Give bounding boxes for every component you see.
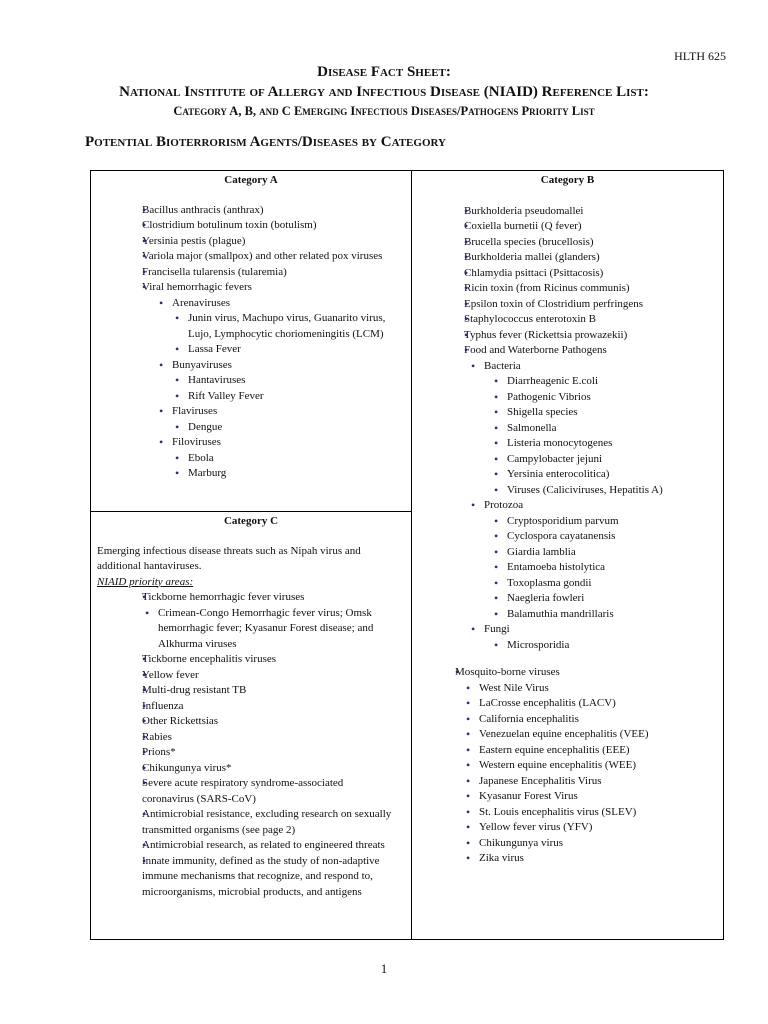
- table-border-top: [90, 170, 723, 171]
- tickborne-hf-label: Tickborne hemorrhagic fever viruses: [142, 591, 305, 603]
- food-waterborne-sublist: [464, 359, 704, 654]
- list-item: • Eastern equine encephalitis (EEE): [479, 743, 705, 759]
- list-item: • Epsilon toxin of Clostridium perfringens: [464, 297, 704, 313]
- list-item: • Lassa Fever: [188, 342, 392, 358]
- food-waterborne-label: Food and Waterborne Pathogens: [464, 344, 607, 356]
- list-item: • Listeria monocytogenes: [507, 436, 704, 452]
- list-item: • Yellow fever virus (YFV): [479, 820, 705, 836]
- list-item: [484, 622, 704, 653]
- flaviruses-label: Flaviruses: [172, 405, 218, 417]
- list-item: • Ricin toxin (from Ricinus communis): [464, 281, 704, 297]
- title-line-3: Category A, B, and C Emerging Infectious Diseases/Pathogens Priority List: [173, 104, 595, 118]
- category-a-heading: Category A: [224, 174, 278, 186]
- list-item: • Cryptosporidium parvum: [507, 514, 704, 530]
- bunyaviruses-list: [172, 373, 392, 404]
- list-item: • Naegleria fowleri: [507, 591, 704, 607]
- list-item: [464, 343, 704, 653]
- list-item: • St. Louis encephalitis virus (SLEV): [479, 805, 705, 821]
- list-item: • Salmonella: [507, 421, 704, 437]
- list-item: • Innate immunity, defined as the study of non-adaptive immune mechanisms that recognize, and respond to, microorganisms, microbial products, and antigens: [142, 854, 392, 901]
- page-number: 1: [380, 961, 388, 976]
- mosquito-label: Mosquito-borne viruses: [455, 666, 560, 678]
- list-item: • Antimicrobial research, as related to engineered threats: [142, 838, 392, 854]
- list-item: • Chlamydia psittaci (Psittacosis): [464, 266, 704, 282]
- list-item: • Junin virus, Machupo virus, Guanarito virus, Lujo, Lymphocytic choriomeningitis (LCM): [188, 311, 392, 342]
- list-item: • Other Rickettsias: [142, 714, 392, 730]
- list-item: • Francisella tularensis (tularemia): [142, 265, 392, 281]
- course-code: HLTH 625: [674, 49, 726, 63]
- flaviruses-list: [172, 420, 392, 436]
- list-item: [455, 665, 705, 867]
- list-item: • Ebola: [188, 451, 392, 467]
- list-item: • Crimean-Congo Hemorrhagic fever virus; Omsk hemorrhagic fever; Kyasanur Forest disease; and Alkhurma viruses: [158, 606, 392, 653]
- table-border-right: [723, 170, 724, 940]
- list-item: • Rabies: [142, 730, 392, 746]
- list-item: • Prions*: [142, 745, 392, 761]
- protozoa-list: [484, 514, 704, 623]
- list-item: • Clostridium botulinum toxin (botulism): [142, 218, 392, 234]
- list-item: • Yersinia enterocolitica): [507, 467, 704, 483]
- list-item: • Burkholderia pseudomallei: [464, 204, 704, 220]
- table-divider-a-c: [90, 511, 412, 512]
- list-item: • Viruses (Caliciviruses, Hepatitis A): [507, 483, 704, 499]
- table-border-bottom: [90, 939, 723, 940]
- fungi-list: [484, 638, 704, 654]
- list-item: [172, 358, 392, 405]
- category-c-list: [97, 590, 392, 900]
- list-item: • Typhus fever (Rickettsia prowazekii): [464, 328, 704, 344]
- category-c-intro: Emerging infectious disease threats such as Nipah virus and additional hantaviruses.: [97, 544, 361, 572]
- bacteria-list: [484, 374, 704, 498]
- title-line-2: National Institute of Allergy and Infectious Disease (NIAID) Reference List:: [119, 84, 649, 100]
- arenaviruses-label: Arenaviruses: [172, 296, 231, 309]
- list-item: • Venezuelan equine encephalitis (VEE): [479, 727, 705, 743]
- list-item: • Influenza: [142, 699, 392, 715]
- list-item: • Hantaviruses: [188, 373, 392, 389]
- list-item: [484, 359, 704, 499]
- list-item: • Variola major (smallpox) and other related pox viruses: [142, 249, 392, 265]
- list-item: • Tickborne encephalitis viruses: [142, 652, 392, 668]
- bunyaviruses-label: Bunyaviruses: [172, 358, 232, 371]
- list-item: [172, 435, 392, 482]
- tickborne-hf-sublist: [142, 606, 392, 653]
- list-item: • West Nile Virus: [479, 681, 705, 697]
- category-b-cell: [412, 173, 723, 867]
- list-item: • Yersinia pestis (plague): [142, 234, 392, 250]
- list-item: • Brucella species (brucellosis): [464, 235, 704, 251]
- list-item: [484, 498, 704, 622]
- category-c-heading: Category C: [223, 515, 279, 527]
- category-b-heading: Category B: [540, 174, 595, 186]
- list-item: • Western equine encephalitis (WEE): [479, 758, 705, 774]
- list-item: • Antimicrobial resistance, excluding research on sexually transmitted organisms (see page 2): [142, 807, 392, 838]
- list-item: • Rift Valley Fever: [188, 389, 392, 405]
- list-item: • Toxoplasma gondii: [507, 576, 704, 592]
- list-item: • Balamuthia mandrillaris: [507, 607, 704, 623]
- list-item: • Giardia lamblia: [507, 545, 704, 561]
- list-item: [142, 280, 392, 482]
- category-b-list: [412, 204, 704, 654]
- niaid-priority-label: NIAID priority areas:: [97, 575, 194, 588]
- list-item: • Dengue: [188, 420, 392, 436]
- list-item: • Kyasanur Forest Virus: [479, 789, 705, 805]
- list-item: • LaCrosse encephalitis (LACV): [479, 696, 705, 712]
- list-item: • Japanese Encephalitis Virus: [479, 774, 705, 790]
- mosquito-list-wrapper: [412, 665, 705, 867]
- list-item: • Multi-drug resistant TB: [142, 683, 392, 699]
- list-item: [142, 590, 392, 652]
- list-item: • Entamoeba histolytica: [507, 560, 704, 576]
- list-item: [172, 296, 392, 358]
- arenaviruses-list: [172, 311, 392, 358]
- list-item: • Cyclospora cayatanensis: [507, 529, 704, 545]
- category-a-cell: [90, 173, 412, 482]
- category-a-list: [90, 203, 392, 482]
- list-item: • Pathogenic Vibrios: [507, 390, 704, 406]
- category-c-cell: [90, 514, 412, 900]
- list-item: • Staphylococcus enterotoxin B: [464, 312, 704, 328]
- list-item: • Coxiella burnetii (Q fever): [464, 219, 704, 235]
- list-item: • Yellow fever: [142, 668, 392, 684]
- protozoa-label: Protozoa: [484, 499, 524, 511]
- list-item: • Chikungunya virus: [479, 836, 705, 852]
- list-item: • Severe acute respiratory syndrome-associated coronavirus (SARS-CoV): [142, 776, 392, 807]
- list-item: • Marburg: [188, 466, 392, 482]
- list-item: • Chikungunya virus*: [142, 761, 392, 777]
- fungi-label: Fungi: [484, 623, 510, 635]
- filoviruses-list: [172, 451, 392, 482]
- list-item: • Burkholderia mallei (glanders): [464, 250, 704, 266]
- title-line-1: Disease Fact Sheet:: [317, 64, 451, 80]
- list-item-label: Viral hemorrhagic fevers: [142, 281, 252, 293]
- section-title: Potential Bioterrorism Agents/Diseases by Category: [85, 134, 446, 150]
- list-item: [172, 404, 392, 435]
- viral-hf-sublist: [142, 296, 392, 482]
- filoviruses-label: Filoviruses: [172, 436, 221, 448]
- list-item: • Campylobacter jejuni: [507, 452, 704, 468]
- list-item: • Microsporidia: [507, 638, 704, 654]
- list-item: • California encephalitis: [479, 712, 705, 728]
- list-item: • Diarrheagenic E.coli: [507, 374, 704, 390]
- bacteria-label: Bacteria: [484, 359, 521, 372]
- list-item: • Zika virus: [479, 851, 705, 867]
- list-item: • Shigella species: [507, 405, 704, 421]
- mosquito-list: [455, 681, 705, 867]
- list-item: • Bacillus anthracis (anthrax): [142, 203, 392, 219]
